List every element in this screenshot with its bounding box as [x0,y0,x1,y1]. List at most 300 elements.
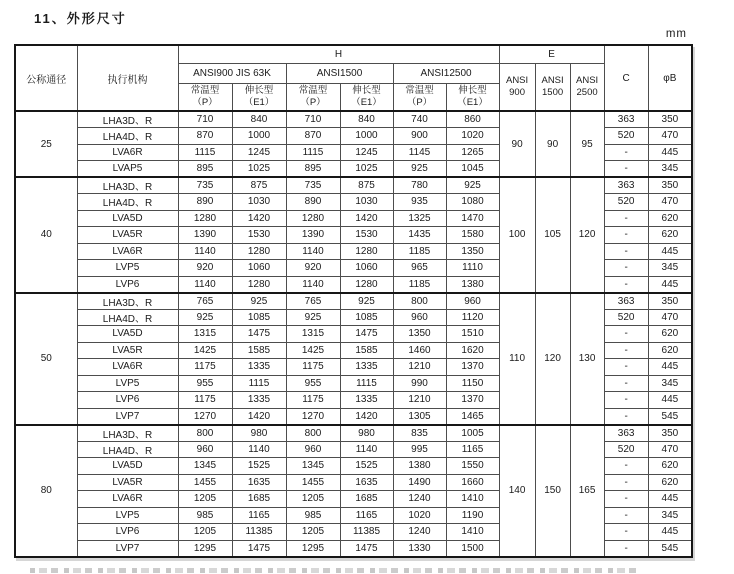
header-extended-type [340,83,393,111]
h-value-cell: 1420 [340,408,393,425]
header-line: （E1） [457,96,488,108]
header-line: ANSI [541,74,564,86]
h-value-cell: 840 [232,111,286,128]
h-value-cell: 710 [178,111,232,128]
h-value-cell: 1280 [232,276,286,293]
c-value-cell: - [604,491,648,508]
h-value-cell: 1115 [286,144,340,161]
e-value-cell: 165 [570,425,604,557]
h-value-cell: 11385 [340,524,393,541]
h-value-cell: 1175 [286,359,340,376]
actuator-cell: LVA5D [77,326,178,343]
h-value-cell: 870 [178,128,232,145]
actuator-cell: LHA4D、R [77,441,178,458]
e-value-cell: 140 [499,425,535,557]
h-value-cell: 1475 [340,540,393,557]
h-value-cell: 800 [178,425,232,442]
header-ansi1500: ANSI1500 [286,63,393,83]
header-e-ansi1500 [535,63,570,111]
h-value-cell: 1190 [446,507,499,524]
h-value-cell: 1295 [286,540,340,557]
h-value-cell: 1020 [446,128,499,145]
h-value-cell: 920 [178,260,232,277]
h-value-cell: 925 [340,293,393,310]
table-row [15,177,692,194]
actuator-cell: LHA3D、R [77,293,178,310]
dimensions-table [14,44,693,558]
h-value-cell: 740 [393,111,446,128]
c-value-cell: 520 [604,194,648,211]
header-line: 2500 [576,86,598,98]
h-value-cell: 1410 [446,524,499,541]
h-value-cell: 895 [178,161,232,178]
h-value-cell: 1295 [178,540,232,557]
h-value-cell: 925 [393,161,446,178]
e-value-cell: 130 [570,293,604,425]
c-value-cell: 363 [604,425,648,442]
h-value-cell: 1115 [232,375,286,392]
e-value-cell: 90 [535,111,570,177]
c-value-cell: - [604,210,648,227]
h-value-cell: 1140 [286,276,340,293]
c-value-cell: - [604,326,648,343]
h-value-cell: 860 [446,111,499,128]
actuator-cell: LVA5D [77,458,178,475]
h-value-cell: 1115 [178,144,232,161]
e-value-cell: 120 [535,293,570,425]
header-line: 900 [509,86,525,98]
h-value-cell: 1525 [232,458,286,475]
h-value-cell: 875 [232,177,286,194]
h-value-cell: 1280 [232,243,286,260]
actuator-cell: LVP5 [77,507,178,524]
phib-value-cell: 445 [648,359,692,376]
h-value-cell: 1455 [286,474,340,491]
h-value-cell: 1425 [178,342,232,359]
h-value-cell: 1240 [393,491,446,508]
actuator-cell: LVA6R [77,144,178,161]
phib-value-cell: 620 [648,227,692,244]
h-value-cell: 890 [286,194,340,211]
c-value-cell: 520 [604,441,648,458]
h-value-cell: 955 [286,375,340,392]
actuator-cell: LVP6 [77,392,178,409]
h-value-cell: 890 [178,194,232,211]
h-value-cell: 1455 [178,474,232,491]
h-value-cell: 1165 [232,507,286,524]
header-line: 伸长型 [352,84,381,96]
actuator-cell: LVAP5 [77,161,178,178]
phib-value-cell: 545 [648,408,692,425]
h-value-cell: 1000 [232,128,286,145]
actuator-cell: LHA3D、R [77,111,178,128]
header-normal-type [286,83,340,111]
actuator-cell: LVP7 [77,540,178,557]
h-value-cell: 1175 [178,392,232,409]
phib-value-cell: 350 [648,177,692,194]
header-line: （P） [300,96,326,108]
actuator-cell: LHA4D、R [77,194,178,211]
phib-value-cell: 620 [648,326,692,343]
phib-value-cell: 620 [648,474,692,491]
c-value-cell: - [604,375,648,392]
actuator-cell: LVA5D [77,210,178,227]
header-line: （P） [406,96,433,108]
header-row-1 [15,45,692,63]
h-value-cell: 1120 [446,309,499,326]
header-normal-type [178,83,232,111]
h-value-cell: 1085 [232,309,286,326]
header-ansi900-jis63k: ANSI900 JIS 63K [178,63,286,83]
c-value-cell: - [604,276,648,293]
h-value-cell: 1140 [340,441,393,458]
h-value-cell: 1475 [232,326,286,343]
h-value-cell: 1345 [286,458,340,475]
h-value-cell: 1150 [446,375,499,392]
h-value-cell: 1205 [178,524,232,541]
phib-value-cell: 350 [648,425,692,442]
h-value-cell: 1510 [446,326,499,343]
actuator-cell: LVA5R [77,342,178,359]
c-value-cell: - [604,474,648,491]
h-value-cell: 960 [446,293,499,310]
h-value-cell: 800 [393,293,446,310]
phib-value-cell: 350 [648,111,692,128]
header-e-group: E [499,45,604,63]
actuator-cell: LHA4D、R [77,309,178,326]
e-value-cell: 150 [535,425,570,557]
h-value-cell: 765 [286,293,340,310]
h-value-cell: 1660 [446,474,499,491]
c-value-cell: - [604,359,648,376]
h-value-cell: 1140 [178,276,232,293]
h-value-cell: 1500 [446,540,499,557]
phib-value-cell: 545 [648,540,692,557]
h-value-cell: 925 [446,177,499,194]
c-value-cell: 520 [604,309,648,326]
h-value-cell: 735 [286,177,340,194]
actuator-cell: LVA6R [77,359,178,376]
table-row [15,111,692,128]
page-title: 11、外形尺寸 [34,11,127,26]
h-value-cell: 960 [393,309,446,326]
h-value-cell: 1175 [178,359,232,376]
h-value-cell: 1000 [340,128,393,145]
h-value-cell: 1370 [446,359,499,376]
header-line: ANSI [505,74,529,86]
h-value-cell: 1315 [286,326,340,343]
header-extended-type [232,83,286,111]
h-value-cell: 1420 [232,210,286,227]
phib-value-cell: 445 [648,144,692,161]
h-value-cell: 980 [340,425,393,442]
h-value-cell: 1080 [446,194,499,211]
c-value-cell: - [604,392,648,409]
h-value-cell: 1115 [340,375,393,392]
nominal-size-cell: 80 [15,425,77,557]
h-value-cell: 1370 [446,392,499,409]
header-extended-type [446,83,499,111]
h-value-cell: 1685 [232,491,286,508]
h-value-cell: 875 [340,177,393,194]
header-line: 常温型 [405,84,434,96]
c-value-cell: - [604,540,648,557]
e-value-cell: 95 [570,111,604,177]
actuator-cell: LVP5 [77,375,178,392]
h-value-cell: 1140 [178,243,232,260]
header-phi-b: φB [648,45,692,111]
c-value-cell: - [604,507,648,524]
c-value-cell: - [604,524,648,541]
h-value-cell: 1245 [340,144,393,161]
h-value-cell: 780 [393,177,446,194]
header-line: 常温型 [190,84,220,96]
phib-value-cell: 445 [648,392,692,409]
nominal-size-cell: 40 [15,177,77,293]
h-value-cell: 800 [286,425,340,442]
header-nominal-diameter: 公称通径 [15,45,77,111]
h-value-cell: 1685 [340,491,393,508]
phib-value-cell: 445 [648,491,692,508]
header-line: （E1） [351,96,382,108]
h-value-cell: 1025 [340,161,393,178]
h-value-cell: 935 [393,194,446,211]
h-value-cell: 1530 [232,227,286,244]
c-value-cell: - [604,161,648,178]
h-value-cell: 1205 [286,524,340,541]
h-value-cell: 1240 [393,524,446,541]
h-value-cell: 980 [232,425,286,442]
actuator-cell: LHA3D、R [77,425,178,442]
h-value-cell: 1330 [393,540,446,557]
actuator-cell: LVP5 [77,260,178,277]
nominal-size-cell: 25 [15,111,77,177]
h-value-cell: 1165 [340,507,393,524]
h-value-cell: 1045 [446,161,499,178]
e-value-cell: 120 [570,177,604,293]
h-value-cell: 1585 [340,342,393,359]
h-value-cell: 1350 [393,326,446,343]
c-value-cell: - [604,408,648,425]
h-value-cell: 1635 [232,474,286,491]
phib-value-cell: 620 [648,342,692,359]
h-value-cell: 1380 [446,276,499,293]
actuator-cell: LVA5R [77,474,178,491]
h-value-cell: 870 [286,128,340,145]
h-value-cell: 1140 [232,441,286,458]
h-value-cell: 900 [393,128,446,145]
h-value-cell: 1270 [286,408,340,425]
actuator-cell: LVP6 [77,276,178,293]
h-value-cell: 765 [178,293,232,310]
c-value-cell: - [604,144,648,161]
header-normal-type [393,83,446,111]
h-value-cell: 990 [393,375,446,392]
h-value-cell: 1620 [446,342,499,359]
h-value-cell: 1580 [446,227,499,244]
h-value-cell: 1435 [393,227,446,244]
actuator-cell: LVA6R [77,243,178,260]
h-value-cell: 1245 [232,144,286,161]
h-value-cell: 1165 [446,441,499,458]
h-value-cell: 1280 [178,210,232,227]
h-value-cell: 1185 [393,243,446,260]
actuator-cell: LVA6R [77,491,178,508]
phib-value-cell: 350 [648,293,692,310]
h-value-cell: 995 [393,441,446,458]
actuator-cell: LVP7 [77,408,178,425]
h-value-cell: 1335 [232,392,286,409]
actuator-cell: LHA4D、R [77,128,178,145]
phib-value-cell: 345 [648,375,692,392]
h-value-cell: 985 [178,507,232,524]
h-value-cell: 1325 [393,210,446,227]
h-value-cell: 1420 [232,408,286,425]
h-value-cell: 1390 [286,227,340,244]
phib-value-cell: 345 [648,507,692,524]
h-value-cell: 1305 [393,408,446,425]
table-header [15,45,692,111]
c-value-cell: - [604,260,648,277]
e-value-cell: 105 [535,177,570,293]
h-value-cell: 1145 [393,144,446,161]
h-value-cell: 925 [178,309,232,326]
h-value-cell: 1280 [340,243,393,260]
h-value-cell: 1470 [446,210,499,227]
h-value-cell: 1390 [178,227,232,244]
h-value-cell: 1460 [393,342,446,359]
table-row [15,293,692,310]
h-value-cell: 960 [286,441,340,458]
h-value-cell: 1030 [340,194,393,211]
header-e-ansi2500 [570,63,604,111]
phib-value-cell: 470 [648,441,692,458]
h-value-cell: 1420 [340,210,393,227]
nominal-size-cell: 50 [15,293,77,425]
h-value-cell: 895 [286,161,340,178]
h-value-cell: 965 [393,260,446,277]
h-value-cell: 835 [393,425,446,442]
h-value-cell: 1345 [178,458,232,475]
header-line: （P） [192,96,218,108]
h-value-cell: 1025 [232,161,286,178]
h-value-cell: 1585 [232,342,286,359]
c-value-cell: - [604,342,648,359]
phib-value-cell: 470 [648,309,692,326]
h-value-cell: 1175 [286,392,340,409]
unit-label: mm [665,28,687,40]
header-line: （E1） [243,96,275,108]
phib-value-cell: 345 [648,161,692,178]
c-value-cell: - [604,243,648,260]
h-value-cell: 1475 [232,540,286,557]
h-value-cell: 925 [286,309,340,326]
h-value-cell: 985 [286,507,340,524]
phib-value-cell: 620 [648,458,692,475]
actuator-cell: LVP6 [77,524,178,541]
header-c: C [604,45,648,111]
actuator-cell: LHA3D、R [77,177,178,194]
h-value-cell: 1030 [232,194,286,211]
e-value-cell: 90 [499,111,535,177]
h-value-cell: 1335 [340,359,393,376]
header-line: 伸长型 [244,84,274,96]
dimensions-tbody [15,111,692,557]
h-value-cell: 1205 [286,491,340,508]
c-value-cell: - [604,227,648,244]
h-value-cell: 1410 [446,491,499,508]
h-value-cell: 1205 [178,491,232,508]
h-value-cell: 1280 [340,276,393,293]
h-value-cell: 1335 [232,359,286,376]
h-value-cell: 960 [178,441,232,458]
h-value-cell: 1060 [340,260,393,277]
h-value-cell: 920 [286,260,340,277]
h-value-cell: 1265 [446,144,499,161]
phib-value-cell: 470 [648,194,692,211]
h-value-cell: 1335 [340,392,393,409]
h-value-cell: 1140 [286,243,340,260]
h-value-cell: 1425 [286,342,340,359]
c-value-cell: - [604,458,648,475]
h-value-cell: 1525 [340,458,393,475]
h-value-cell: 955 [178,375,232,392]
h-value-cell: 1210 [393,392,446,409]
h-value-cell: 710 [286,111,340,128]
phib-value-cell: 620 [648,210,692,227]
e-value-cell: 100 [499,177,535,293]
h-value-cell: 1550 [446,458,499,475]
h-value-cell: 1380 [393,458,446,475]
h-value-cell: 1280 [286,210,340,227]
phib-value-cell: 445 [648,276,692,293]
header-ansi12500: ANSI12500 [393,63,499,83]
table-row [15,425,692,442]
h-value-cell: 11385 [232,524,286,541]
c-value-cell: 363 [604,293,648,310]
h-value-cell: 1110 [446,260,499,277]
c-value-cell: 363 [604,111,648,128]
header-actuator: 执行机构 [77,45,178,111]
h-value-cell: 1085 [340,309,393,326]
header-line: 伸长型 [458,84,487,96]
h-value-cell: 1350 [446,243,499,260]
phib-value-cell: 470 [648,128,692,145]
h-value-cell: 1270 [178,408,232,425]
h-value-cell: 1005 [446,425,499,442]
h-value-cell: 1185 [393,276,446,293]
phib-value-cell: 445 [648,243,692,260]
c-value-cell: 363 [604,177,648,194]
h-value-cell: 840 [340,111,393,128]
h-value-cell: 1475 [340,326,393,343]
phib-value-cell: 445 [648,524,692,541]
actuator-cell: LVA5R [77,227,178,244]
h-value-cell: 1060 [232,260,286,277]
h-value-cell: 925 [232,293,286,310]
e-value-cell: 110 [499,293,535,425]
header-line: 1500 [542,86,564,98]
header-line: ANSI [576,74,599,86]
header-h-group: H [178,45,499,63]
h-value-cell: 1020 [393,507,446,524]
h-value-cell: 1465 [446,408,499,425]
h-value-cell: 735 [178,177,232,194]
c-value-cell: 520 [604,128,648,145]
header-e-ansi900 [499,63,535,111]
phib-value-cell: 345 [648,260,692,277]
cropped-footnote [30,568,642,573]
